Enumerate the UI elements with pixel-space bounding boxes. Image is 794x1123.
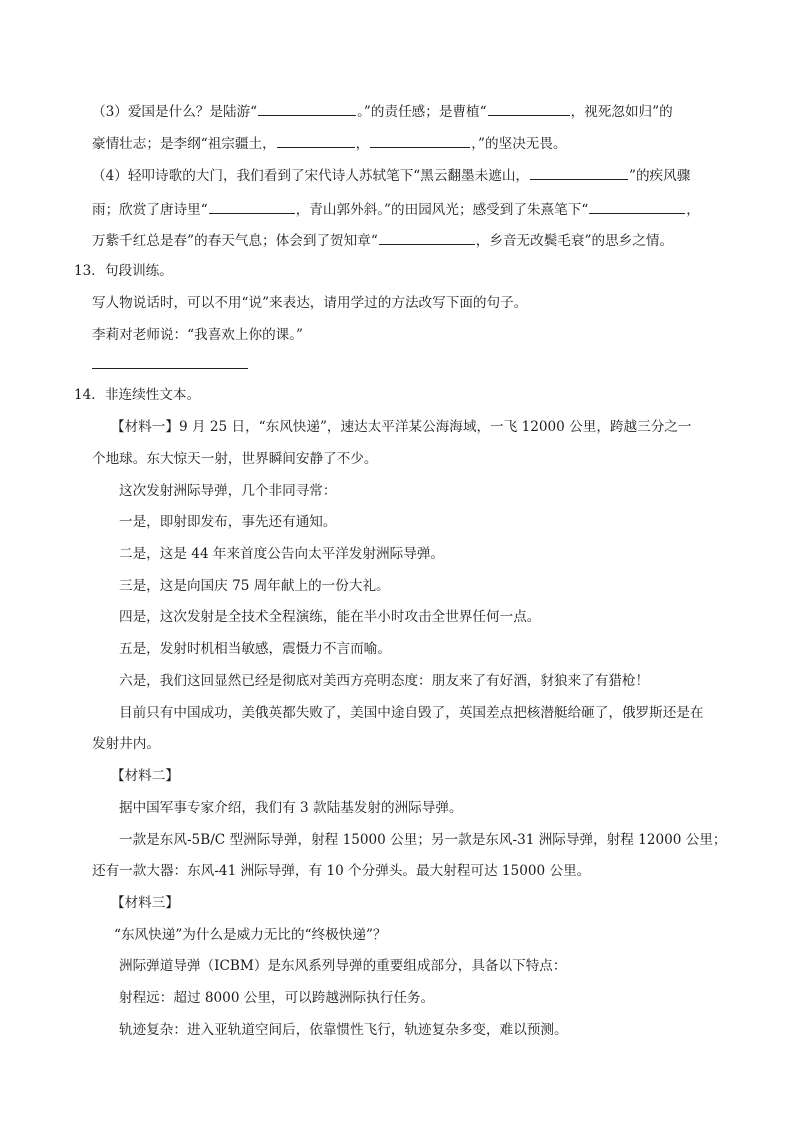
text: ，视死忽如归”的 bbox=[570, 104, 673, 120]
text: ，青山郭外斜。”的田园风光；感受到了朱熹笔下“ bbox=[295, 202, 589, 218]
answer-blank[interactable] bbox=[488, 100, 570, 116]
answer-blank[interactable] bbox=[277, 132, 355, 148]
text: （4）轻叩诗歌的大门，我们看到了宋代诗人苏轼笔下“黑云翻墨未遮山， bbox=[92, 168, 530, 184]
text: 雨；欣赏了唐诗里“ bbox=[92, 202, 208, 218]
q14-m1-p3: 一是，即射即发布，事先还有通知。 bbox=[119, 514, 337, 530]
answer-blank[interactable] bbox=[370, 132, 470, 148]
answer-blank[interactable] bbox=[530, 164, 628, 180]
q12-3-line1 bbox=[92, 100, 724, 120]
q14-m3-p1: “东风快递”为什么是威力无比的“终极快递”？ bbox=[114, 927, 387, 943]
q12-4-line2 bbox=[92, 198, 724, 218]
q14-m1-p8: 六是，我们这回显然已经是彻底对美西方亮明态度：朋友来了有好酒，豺狼来了有猎枪！ bbox=[119, 673, 650, 689]
answer-blank[interactable] bbox=[209, 198, 295, 214]
q12-4-line1 bbox=[92, 164, 724, 184]
q13-title: 13．句段训练。 bbox=[74, 263, 173, 279]
text: ，乡音无改鬓毛衰”的思乡之情。 bbox=[475, 233, 674, 249]
answer-blank[interactable] bbox=[379, 229, 475, 245]
text: 豪情壮志；是李纲“祖宗疆土， bbox=[92, 136, 276, 152]
q14-m1-p9-line2: 发射井内。 bbox=[92, 736, 160, 752]
q14-m3-p4: 轨迹复杂：进入亚轨道空间后，依靠惯性飞行，轨迹复杂多变，难以预测。 bbox=[119, 1022, 568, 1038]
q14-m3-p3: 射程远：超过 8000 公里，可以跨越洲际执行任务。 bbox=[119, 990, 435, 1006]
q14-title: 14．非连续性文本。 bbox=[74, 387, 201, 403]
q13-instruction: 写人物说话时，可以不用“说”来表达，请用学过的方法改写下面的句子。 bbox=[92, 295, 528, 311]
q12-4-line3 bbox=[92, 229, 724, 249]
q14-m1-p9-line1: 目前只有中国成功，美俄英都失败了，美国中途自毁了，英国差点把核潜艇给砸了，俄罗斯还是在 bbox=[119, 705, 704, 721]
text: ，”的坚决无畏。 bbox=[471, 136, 567, 152]
q13-sentence: 李莉对老师说：“我喜欢上你的课。” bbox=[92, 327, 304, 343]
q14-m3-title: 【材料三】 bbox=[111, 895, 179, 911]
q14-m1-p2: 这次发射洲际导弹，几个非同寻常： bbox=[119, 483, 337, 499]
q14-m2-p1: 据中国军事专家介绍，我们有 3 款陆基发射的洲际导弹。 bbox=[119, 800, 463, 816]
answer-blank[interactable] bbox=[589, 198, 685, 214]
text: 万紫千红总是春”的春天气息；体会到了贺知章“ bbox=[92, 233, 378, 249]
text: ， bbox=[355, 136, 370, 152]
text: ”的疾风骤 bbox=[629, 168, 691, 184]
q14-m1-p6: 四是，这次发射是全技术全程演练，能在半小时攻击全世界任何一点。 bbox=[119, 609, 541, 625]
q14-m1-line1: 【材料一】9 月 25 日，“东风快递”，速达太平洋某公海海域，一飞 12000 公里，跨越三分之一 bbox=[111, 419, 692, 435]
q14-m2-title: 【材料二】 bbox=[111, 768, 179, 784]
answer-blank[interactable] bbox=[258, 100, 356, 116]
q13-answer-line[interactable] bbox=[92, 368, 248, 369]
q14-m1-p4: 二是，这是 44 年来首度公告向太平洋发射洲际导弹。 bbox=[119, 546, 445, 562]
q14-m1-p7: 五是，发射时机相当敏感，震慑力不言而喻。 bbox=[119, 641, 391, 657]
q14-m2-p2-line1: 一款是东风-5B/C 型洲际导弹，射程 15000 公里；另一款是东风-31 洲际导弹，射程 12000 公里； bbox=[119, 832, 727, 848]
q14-m1-line2: 个地球。东大惊天一射，世界瞬间安静了不少。 bbox=[92, 451, 378, 467]
text: 。”的责任感；是曹植“ bbox=[357, 104, 487, 120]
q14-m1-p5: 三是，这是向国庆 75 周年献上的一份大礼。 bbox=[119, 578, 390, 594]
q12-3-line2 bbox=[92, 132, 724, 152]
text: （3）爱国是什么？是陆游“ bbox=[92, 104, 258, 120]
q14-m3-p2: 洲际弹道导弹（ICBM）是东风系列导弹的重要组成部分，具备以下特点： bbox=[119, 958, 567, 974]
q14-m2-p2-line2: 还有一款大器：东风-41 洲际导弹，有 10 个分弹头。最大射程可达 15000 公里。 bbox=[92, 863, 591, 879]
text: ， bbox=[686, 202, 700, 218]
